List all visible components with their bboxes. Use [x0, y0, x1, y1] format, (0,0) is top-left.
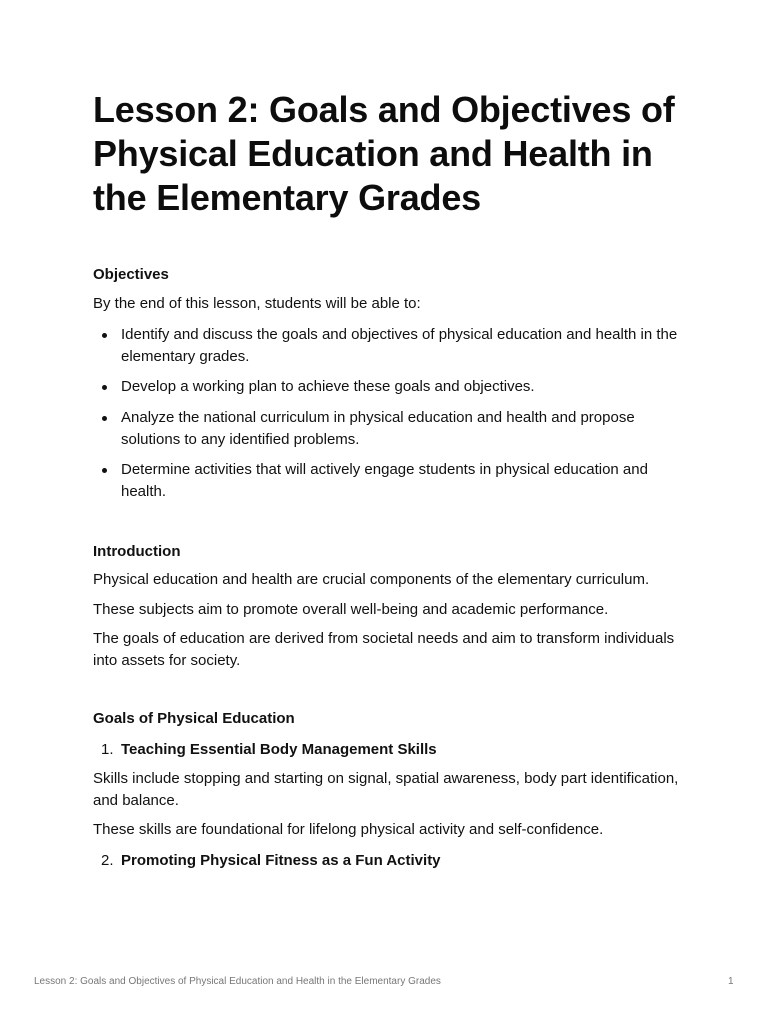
page-content	[93, 88, 683, 872]
objectives-list	[93, 324, 683, 503]
list-item	[93, 324, 683, 368]
goal-item-label: Promoting Physical Fitness as a Fun Activity	[121, 852, 441, 869]
goal-paragraph: These skills are foundational for lifelong physical activity and self-confidence.	[93, 821, 604, 838]
list-item	[93, 407, 683, 451]
goals-heading: Goals of Physical Education	[93, 710, 295, 727]
introduction-paragraph: The goals of education are derived from societal needs and aim to transform individuals into assets for society.	[93, 630, 675, 669]
goal-item-label: Teaching Essential Body Management Skills	[121, 741, 437, 758]
objectives-intro: By the end of this lesson, students will be able to:	[93, 295, 421, 312]
list-item-text: Analyze the national curriculum in physical education and health and propose solutions to any identified problems.	[121, 409, 635, 448]
goal-item-number: 1.	[101, 741, 114, 758]
introduction-paragraph: These subjects aim to promote overall well-being and academic performance.	[93, 601, 609, 618]
bullet-icon	[102, 416, 107, 421]
introduction-paragraph: Physical education and health are crucial components of the elementary curriculum.	[93, 571, 650, 588]
list-item-text: Develop a working plan to achieve these goals and objectives.	[121, 378, 535, 395]
list-item-text: Identify and discuss the goals and objectives of physical education and health in the elementary grades.	[121, 326, 678, 365]
list-item	[93, 459, 683, 503]
bullet-icon	[102, 385, 107, 390]
introduction-heading: Introduction	[93, 543, 181, 560]
goal-item-1	[93, 739, 683, 761]
footer-title: Lesson 2: Goals and Objectives of Physical Education and Health in the Elementary Grades	[34, 976, 441, 987]
page-number: 1	[728, 976, 734, 987]
bullet-icon	[102, 333, 107, 338]
bullet-icon	[102, 468, 107, 473]
page-title: Lesson 2: Goals and Objectives of Physical Education and Health in the Elementary Grades	[93, 89, 675, 218]
list-item-text: Determine activities that will actively engage students in physical education and health.	[121, 461, 648, 500]
goal-item-2	[93, 850, 683, 872]
goal-item-number: 2.	[101, 852, 114, 869]
objectives-heading: Objectives	[93, 266, 169, 283]
goal-paragraph: Skills include stopping and starting on signal, spatial awareness, body part identification, and balance.	[93, 770, 679, 809]
list-item	[93, 376, 683, 398]
